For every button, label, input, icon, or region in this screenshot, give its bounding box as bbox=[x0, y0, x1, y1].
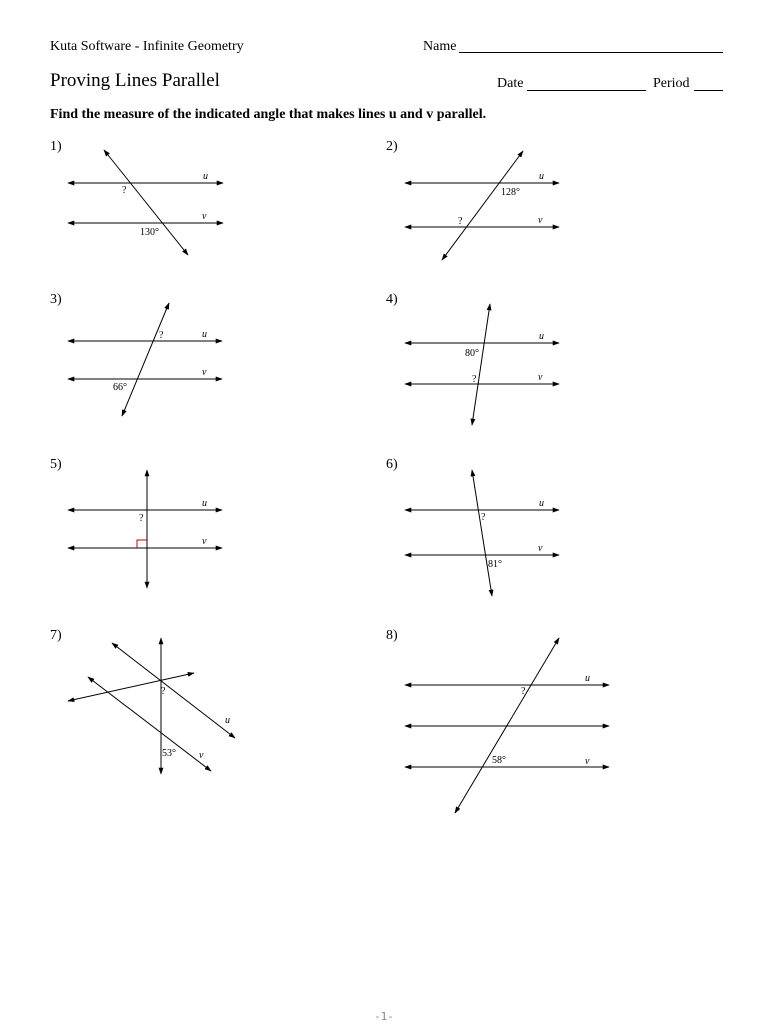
angle-label-unknown: ? bbox=[472, 374, 477, 385]
line-u bbox=[112, 643, 235, 738]
line-u-label: u bbox=[225, 715, 230, 726]
line-u-label: u bbox=[203, 171, 208, 182]
line-u-label: u bbox=[539, 171, 544, 182]
period-label: Period bbox=[653, 76, 690, 91]
right-angle-mark bbox=[137, 540, 147, 548]
line-v-label: v bbox=[538, 372, 543, 383]
problem-1-number: 1) bbox=[50, 139, 62, 154]
name-label: Name bbox=[423, 39, 457, 54]
problem-1-diagram bbox=[68, 150, 223, 255]
problem-8-number: 8) bbox=[386, 628, 398, 643]
transversal bbox=[68, 673, 194, 701]
instructions: Find the measure of the indicated angle that makes lines u and v parallel. bbox=[50, 107, 487, 122]
problem-6-diagram bbox=[405, 470, 559, 596]
page-number: -1- bbox=[374, 1010, 394, 1023]
angle-label-unknown: ? bbox=[161, 686, 166, 697]
angle-label-given: 130° bbox=[140, 227, 159, 238]
line-v-label: v bbox=[538, 543, 543, 554]
line-v-label: v bbox=[202, 536, 207, 547]
line-u-label: u bbox=[202, 498, 207, 509]
problem-2-diagram bbox=[405, 151, 559, 260]
problem-4-diagram bbox=[405, 304, 559, 425]
software-name: Kuta Software - Infinite Geometry bbox=[50, 39, 244, 54]
angle-label-unknown: ? bbox=[139, 513, 144, 524]
line-u-label: u bbox=[202, 329, 207, 340]
line-v-label: v bbox=[538, 215, 543, 226]
problem-2-number: 2) bbox=[386, 139, 398, 154]
angle-label-unknown: ? bbox=[122, 185, 127, 196]
angle-label-given: 81° bbox=[488, 559, 502, 570]
angle-label-given: 58° bbox=[492, 755, 506, 766]
problem-5-number: 5) bbox=[50, 457, 62, 472]
problem-3-number: 3) bbox=[50, 292, 62, 307]
line-u-label: u bbox=[539, 331, 544, 342]
problem-7-diagram bbox=[68, 638, 235, 774]
angle-label-given: 53° bbox=[162, 748, 176, 759]
transversal bbox=[104, 150, 188, 255]
angle-label-given: 66° bbox=[113, 382, 127, 393]
date-label: Date bbox=[497, 76, 524, 91]
problem-5-diagram bbox=[68, 470, 222, 588]
angle-label-unknown: ? bbox=[159, 330, 164, 341]
line-v-label: v bbox=[585, 756, 590, 767]
problem-4-number: 4) bbox=[386, 292, 398, 307]
transversal bbox=[122, 303, 169, 416]
angle-label-given: 128° bbox=[501, 187, 520, 198]
problem-7-number: 7) bbox=[50, 628, 62, 643]
line-u-label: u bbox=[539, 498, 544, 509]
problem-6-number: 6) bbox=[386, 457, 398, 472]
line-v-label: v bbox=[199, 750, 204, 761]
angle-label-unknown: ? bbox=[521, 686, 526, 697]
problem-3-diagram bbox=[68, 303, 222, 416]
line-u-label: u bbox=[585, 673, 590, 684]
line-v-label: v bbox=[202, 211, 207, 222]
line-v-label: v bbox=[202, 367, 207, 378]
transversal bbox=[442, 151, 523, 260]
angle-label-unknown: ? bbox=[458, 216, 463, 227]
worksheet-title: Proving Lines Parallel bbox=[50, 70, 220, 91]
angle-label-unknown: ? bbox=[481, 512, 486, 523]
transversal bbox=[472, 470, 492, 596]
transversal bbox=[472, 304, 490, 425]
problem-8-diagram bbox=[405, 638, 609, 813]
angle-label-given: 80° bbox=[465, 348, 479, 359]
line-v bbox=[88, 677, 211, 771]
